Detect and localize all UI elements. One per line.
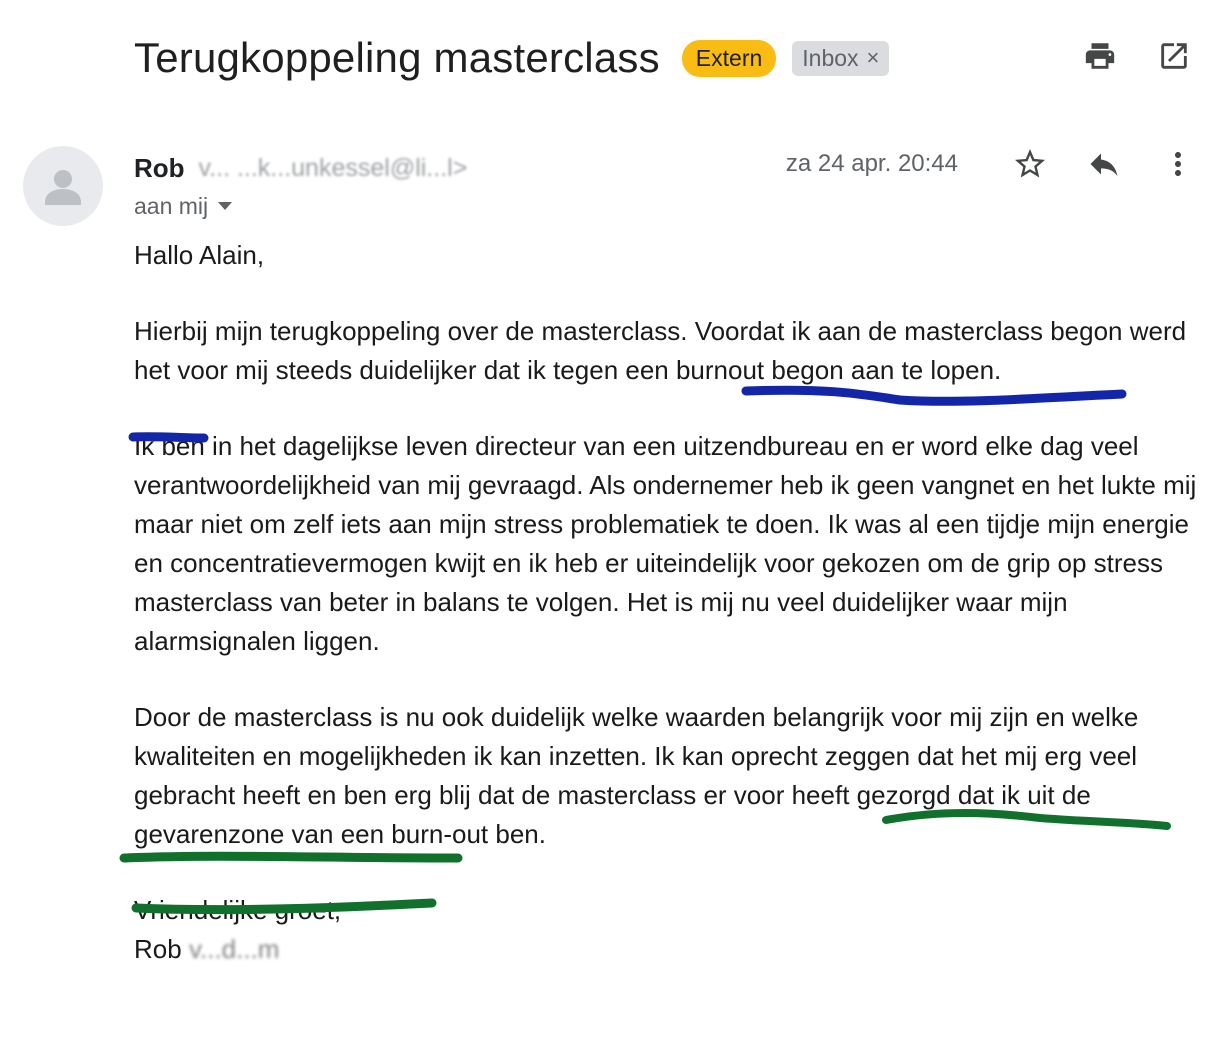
sender-avatar[interactable] bbox=[23, 146, 103, 226]
signature bbox=[134, 930, 1202, 969]
label-extern[interactable]: Extern bbox=[682, 40, 776, 77]
chevron-down-icon bbox=[218, 202, 232, 210]
sender-row bbox=[134, 148, 467, 188]
star-icon[interactable] bbox=[1012, 146, 1048, 182]
recipient-details-toggle[interactable] bbox=[134, 190, 232, 222]
message-actions bbox=[1012, 146, 1196, 182]
label-inbox[interactable] bbox=[792, 41, 889, 76]
print-icon[interactable] bbox=[1082, 38, 1118, 74]
closing: Vriendelijke groet, bbox=[134, 895, 342, 925]
thread-actions bbox=[1082, 38, 1192, 74]
subject-row bbox=[134, 30, 889, 86]
paragraph-2: Ik ben in het dagelijkse leven directeur van een uitzendbureau en er word elke dag veel verantwoordelijkheid van mij gevraagd. Als ondernemer heb ik geen vangnet en het lukte mij maar niet om zelf iets aan mijn stress problematiek te doen. Ik was al een tijdje mijn energie en concentratievermogen kwijt en ik heb er uiteindelijk voor gekozen om de grip op stress masterclass van beter in balans te volgen. Het is mij nu veel duidelijker waar mijn alarmsignalen liggen. bbox=[134, 431, 1197, 656]
sender-name[interactable]: Rob bbox=[134, 152, 185, 183]
person-icon bbox=[23, 146, 103, 226]
reply-icon[interactable] bbox=[1086, 146, 1122, 182]
message-body bbox=[134, 236, 1202, 969]
paragraph-1: Hierbij mijn terugkoppeling over de masterclass. Voordat ik aan de masterclass begon werd het voor mij steeds duidelijker dat ik tegen een burnout begon aan te lopen. bbox=[134, 316, 1187, 385]
recipient-label: aan mij bbox=[134, 192, 209, 219]
signature-surname-redacted: v...d...m bbox=[188, 934, 280, 964]
sender-email-redacted: v... ...k...unkessel@li...l> bbox=[198, 153, 468, 182]
email-subject: Terugkoppeling masterclass bbox=[134, 34, 660, 81]
more-vert-icon[interactable] bbox=[1160, 146, 1196, 182]
message-date: za 24 apr. 20:44 bbox=[785, 150, 958, 177]
greeting: Hallo Alain, bbox=[134, 240, 265, 270]
signature-first-name: Rob bbox=[134, 934, 182, 964]
label-inbox-text: Inbox bbox=[802, 44, 859, 71]
paragraph-3: Door de masterclass is nu ook duidelijk welke waarden belangrijk voor mij zijn en welke kwaliteiten en mogelijkheden ik kan inzetten. Ik kan oprecht zeggen dat het mij erg veel gebracht heeft en ben erg blij dat de masterclass er voor heeft gezorgd dat ik uit de gevarenzone van een burn-out ben. bbox=[134, 702, 1139, 849]
open-in-new-window-icon[interactable] bbox=[1156, 38, 1192, 74]
remove-label-icon[interactable]: × bbox=[866, 45, 880, 70]
